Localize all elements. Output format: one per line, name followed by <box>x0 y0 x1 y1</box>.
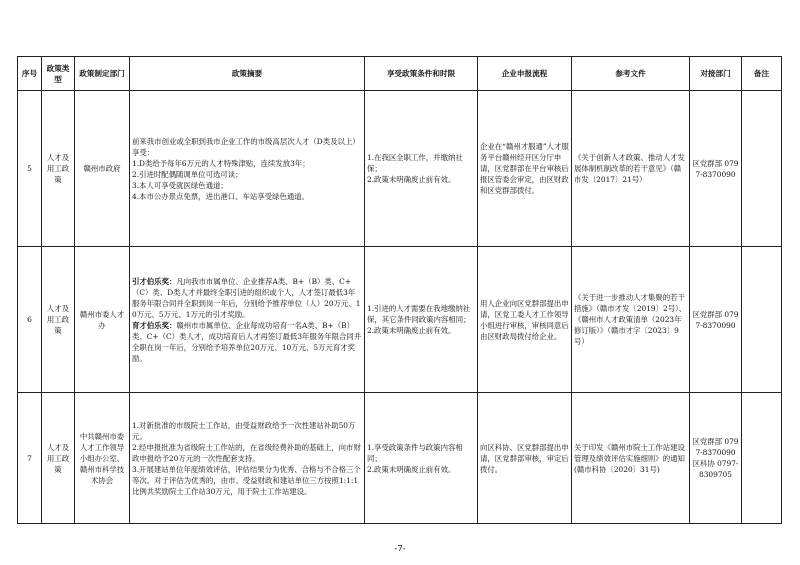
condition-line: 1.引进的人才需要在我地缴纳社保，其它条件同政策内容相同； <box>367 304 471 324</box>
cell-summary <box>130 91 365 247</box>
table-row <box>18 393 782 524</box>
summary-a-title: 引才伯乐奖： <box>132 276 177 286</box>
cell-type: 人才及用工政策 <box>42 91 75 247</box>
cell-notes <box>742 91 782 247</box>
header-seq: 序号 <box>18 57 42 91</box>
condition-line: 1.在我区全职工作，并缴纳社保； <box>367 153 463 173</box>
summary-b <box>132 320 362 364</box>
cell-conditions <box>365 247 478 393</box>
summary-line: 3.开展建站单位年度绩效评估，评估结果分为优秀、合格与不合格三个等次。对于评估为优秀的，由市、受益财政和建站单位三方按照1:1:1比例共奖励院士工作站30万元，用于院士工作站建设。 <box>132 464 361 496</box>
header-process: 企业申报流程 <box>478 57 572 91</box>
cell-summary <box>130 393 365 524</box>
header-type: 政策类型 <box>42 57 75 91</box>
cell-refs: 关于印发《赣州市院士工作站建设管理及绩效评估实施细则》的通知(赣市科协〔2020〕31号) <box>572 393 690 524</box>
cell-process: 向区科协、区党群部提出申请，区党群部审核，审定后拨付。 <box>478 393 572 524</box>
cell-seq: 5 <box>18 91 42 247</box>
cell-contact: 区党群部 0797-8370090 <box>690 247 742 393</box>
summary-a <box>132 277 360 319</box>
cell-dept: 赣州市委人才办 <box>75 247 130 393</box>
header-conditions: 享受政策条件和时限 <box>365 57 478 91</box>
summary-line: 3.本人可享受就医绿色通道； <box>132 180 228 190</box>
summary-line: 2.引进时配偶随调单位可选可谈； <box>132 169 243 179</box>
condition-line: 2.政策未明确废止前有效。 <box>367 464 456 474</box>
cell-seq: 6 <box>18 247 42 393</box>
cell-dept: 中共赣州市委人才工作领导小组办公室、赣州市科学技术协会 <box>75 393 130 524</box>
cell-notes <box>742 247 782 393</box>
policy-table <box>17 56 782 524</box>
summary-line: 1.对新批准的市级院士工作站，由受益财政给予一次性建站补助50万元。 <box>132 420 356 441</box>
header-summary: 政策摘要 <box>130 57 365 91</box>
table-header-row <box>18 57 782 91</box>
cell-summary <box>130 247 365 393</box>
condition-line: 2.政策未明确废止前有效。 <box>367 326 456 335</box>
condition-line: 2.政策未明确废止前有效。 <box>367 175 456 184</box>
header-notes: 备注 <box>742 57 782 91</box>
table-row <box>18 91 782 247</box>
cell-process: 企业在“赣州才服通”人才服务平台赣州经开区分厅申请，区党群部在平台审核后报区管委会审定，由区财政和区党群部拨付。 <box>478 91 572 247</box>
cell-conditions <box>365 393 478 524</box>
summary-line: 2.经申报批准为省级院士工作站的，在省级经费补助的基础上，向市财政申报给予20万元的一次性配套支持。 <box>132 442 361 463</box>
header-refs: 参考文件 <box>572 57 690 91</box>
summary-line: 1.D类给予每年6万元的人才特殊津贴，连续发放3年； <box>132 158 310 168</box>
page-number: -7- <box>394 544 406 554</box>
summary-line: 4.本市公办景点免票，进出港口、车站享受绿色通道。 <box>132 191 310 201</box>
cell-seq: 7 <box>18 393 42 524</box>
cell-contact: 区党群部 0797-8370090 <box>690 91 742 247</box>
condition-line: 1.享受政策条件与政策内容相同； <box>367 442 463 463</box>
cell-refs: 《关于创新人才政策、推动人才发展体制机制改革的若干意见》（赣市发〔2017〕21号） <box>572 91 690 247</box>
cell-notes <box>742 393 782 524</box>
cell-type: 人才及用工政策 <box>42 247 75 393</box>
cell-dept: 赣州市政府 <box>75 91 130 247</box>
cell-refs: 《关于进一步推动人才集聚的若干措施》（赣市才发〔2019〕2号）、《赣州市人才政策清单（2023年修订版）》（赣市才字〔2023〕9号） <box>572 247 690 393</box>
summary-a-text: 凡向我市市属单位、企业推荐A类、B+（B）类、C+（C）类、D类人才并最终全职引进的组织或个人，人才签订最低3年服务年限合同并全职到岗一年后，分别给予推荐单位（人）20万元、10万元、5万元、1万元的引才奖励。 <box>132 276 361 319</box>
cell-contact: 区党群部 0797-8370090 区科协 0797-8309705 <box>690 393 742 524</box>
header-contact: 对接部门 <box>690 57 742 91</box>
cell-type: 人才及用工政策 <box>42 393 75 524</box>
cell-conditions <box>365 91 478 247</box>
summary-line: 前来我市创业或全职到我市企业工作的市级高层次人才（D类及以上）享受： <box>132 136 360 157</box>
header-dept: 政策制定部门 <box>75 57 130 91</box>
summary-b-text: 赣州市市属单位、企业每成功培育一名A类、B+（B）类、C+（C）类人才，成功培育后人才再签订最低3年服务年限合同并全职在岗一年后，分别给予培养单位20万元、10万元、5万元育才奖励。 <box>132 320 362 363</box>
summary-b-title: 育才伯乐奖： <box>132 320 177 330</box>
cell-process: 用人企业向区党群部提出申请，区党工委人才工作领导小组进行审核，审核同意后由区财政局拨付给企业。 <box>478 247 572 393</box>
table-row <box>18 247 782 393</box>
